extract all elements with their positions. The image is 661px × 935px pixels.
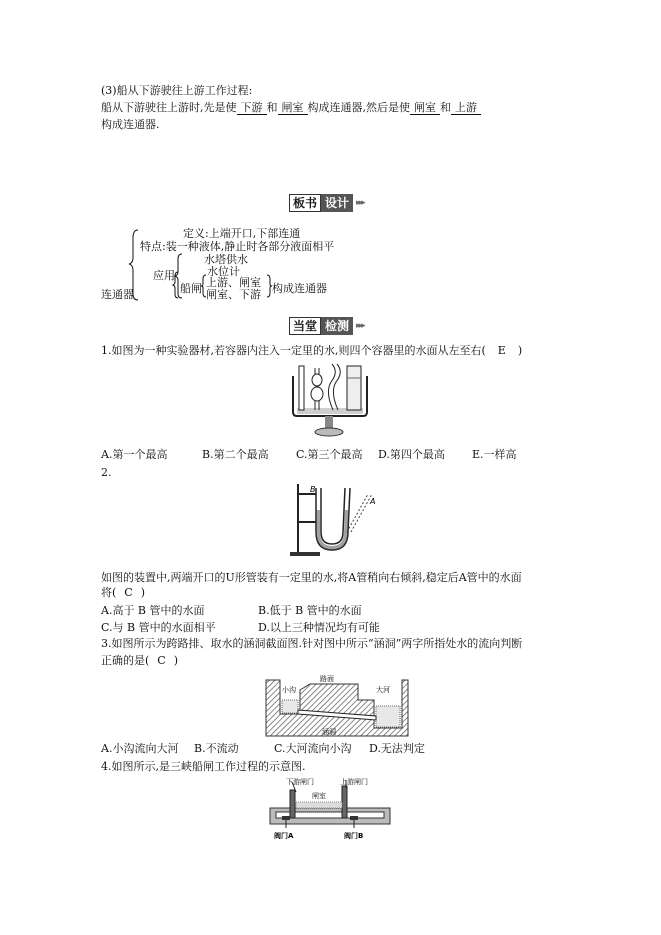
outline-lock-tail: 构成连通器 xyxy=(272,282,327,295)
q1-communicating-vessels-figure xyxy=(285,358,375,442)
arrow-icon: ▸▸▸ xyxy=(356,198,364,208)
q3-label-ditch: 小沟 xyxy=(282,686,296,694)
q1-stem xyxy=(101,344,522,358)
outline-app2: 水位计 xyxy=(207,265,240,278)
q1-option-a: A.第一个最高 xyxy=(101,448,168,461)
banner-classroom-test xyxy=(289,317,364,335)
s3-text: 构成连通器,然后是使 xyxy=(307,101,410,114)
q4-label-chamber: 闸室 xyxy=(312,792,326,800)
q4-label-down-gate: 下游闸门 xyxy=(286,778,314,786)
q4-label-valve-a: 阀门A xyxy=(274,832,294,840)
q2-stem2 xyxy=(101,586,145,600)
q2-label-a: A xyxy=(370,497,376,506)
blank-answer: 下游 xyxy=(237,102,267,115)
s3-line1 xyxy=(101,101,481,115)
q2-label-b: B xyxy=(310,485,316,494)
q2-option-b: B.低于 B 管中的水面 xyxy=(258,604,362,617)
outline-lock2: 闸室、下游 xyxy=(206,288,261,301)
q3-options xyxy=(101,742,425,756)
q3-label-road: 路面 xyxy=(320,675,334,683)
s3-line2: 构成连通器. xyxy=(101,118,160,131)
outline-feature: 特点:装一种液体,静止时各部分液面相平 xyxy=(140,240,335,253)
banner-text: 当堂 xyxy=(289,317,321,335)
q2-stem-text: 将( xyxy=(101,586,117,599)
q1-option-b: B.第二个最高 xyxy=(202,448,269,461)
q2-stem1: 如图的装置中,两端开口的U形管装有一定里的水,将A管稍向右倾斜,稳定后A管中的水面 xyxy=(101,571,522,584)
q2-option-a: A.高于 B 管中的水面 xyxy=(101,604,205,617)
q3-label-river: 大河 xyxy=(376,686,390,694)
banner-text: 板书 xyxy=(289,194,321,212)
q3-option-b: B.不流动 xyxy=(194,742,239,755)
blank-answer: 闸室 xyxy=(410,102,440,115)
q1-option-e: E.一样高 xyxy=(472,448,517,461)
q4-stem: 4.如图所示,是三峡船闸工作过程的示意图. xyxy=(101,760,306,773)
blank-answer: 闸室 xyxy=(278,102,308,115)
outline-root: 连通器 xyxy=(101,288,134,301)
q3-option-d: D.无法判定 xyxy=(369,742,425,755)
q3-stem-text: 正确的是( xyxy=(101,654,150,667)
q1-close: ) xyxy=(517,344,523,357)
q3-stem1: 3.如图所示为跨路排、取水的涵洞截面图.针对图中所示“涵洞”两字所指处水的流向判断 xyxy=(101,637,523,650)
q3-label-culvert: 涵洞 xyxy=(322,728,336,736)
q1-options xyxy=(101,448,517,462)
q2-close: ) xyxy=(140,586,146,599)
q1-answer: E xyxy=(497,344,506,357)
q1-option-d: D.第四个最高 xyxy=(378,448,445,461)
banner-text: 检测 xyxy=(321,317,353,335)
q3-option-a: A.小沟流向大河 xyxy=(101,742,179,755)
q3-option-c: C.大河流向小沟 xyxy=(274,742,352,755)
q2-options-row2 xyxy=(101,621,380,635)
s3-text: 和 xyxy=(440,101,451,114)
outline-application: 应用 xyxy=(153,269,175,282)
banner-text: 设计 xyxy=(321,194,353,212)
q3-close: ) xyxy=(173,654,179,667)
s3-text: 船从下游驶往上游时,先是使 xyxy=(101,101,237,114)
arrow-icon: ▸▸▸ xyxy=(356,321,364,331)
q2-answer: C xyxy=(124,586,133,599)
outline-ship-lock: 船闸 xyxy=(180,282,202,295)
q3-culvert-figure xyxy=(262,670,410,738)
outline-lock1: 上游、闸室 xyxy=(206,276,261,289)
q2-option-d: D.以上三种情况均有可能 xyxy=(258,621,380,634)
outline-definition: 定义:上端开口,下部连通 xyxy=(183,227,301,240)
blank-answer: 上游 xyxy=(451,102,481,115)
q2-options-row1 xyxy=(101,604,362,618)
s3-heading: (3)船从下游驶往上游工作过程: xyxy=(101,84,253,97)
q1-option-c: C.第三个最高 xyxy=(296,448,363,461)
q2-u-tube-figure xyxy=(288,480,380,560)
q3-answer: C xyxy=(157,654,166,667)
banner-board-design xyxy=(289,194,364,212)
q3-stem2 xyxy=(101,654,178,668)
q2-num: 2. xyxy=(101,466,112,479)
q4-label-valve-b: 阀门B xyxy=(344,832,364,840)
s3-text: 和 xyxy=(266,101,278,114)
outline-app1: 水塔供水 xyxy=(204,253,248,266)
q1-stem-text: 1.如图为一种实验器材,若容器内注入一定里的水,则四个容器里的水面从左至右( xyxy=(101,344,486,357)
q2-option-c: C.与 B 管中的水面相平 xyxy=(101,621,216,634)
q4-label-up-gate: 上游闸门 xyxy=(340,778,368,786)
q4-ship-lock-figure xyxy=(266,776,394,844)
